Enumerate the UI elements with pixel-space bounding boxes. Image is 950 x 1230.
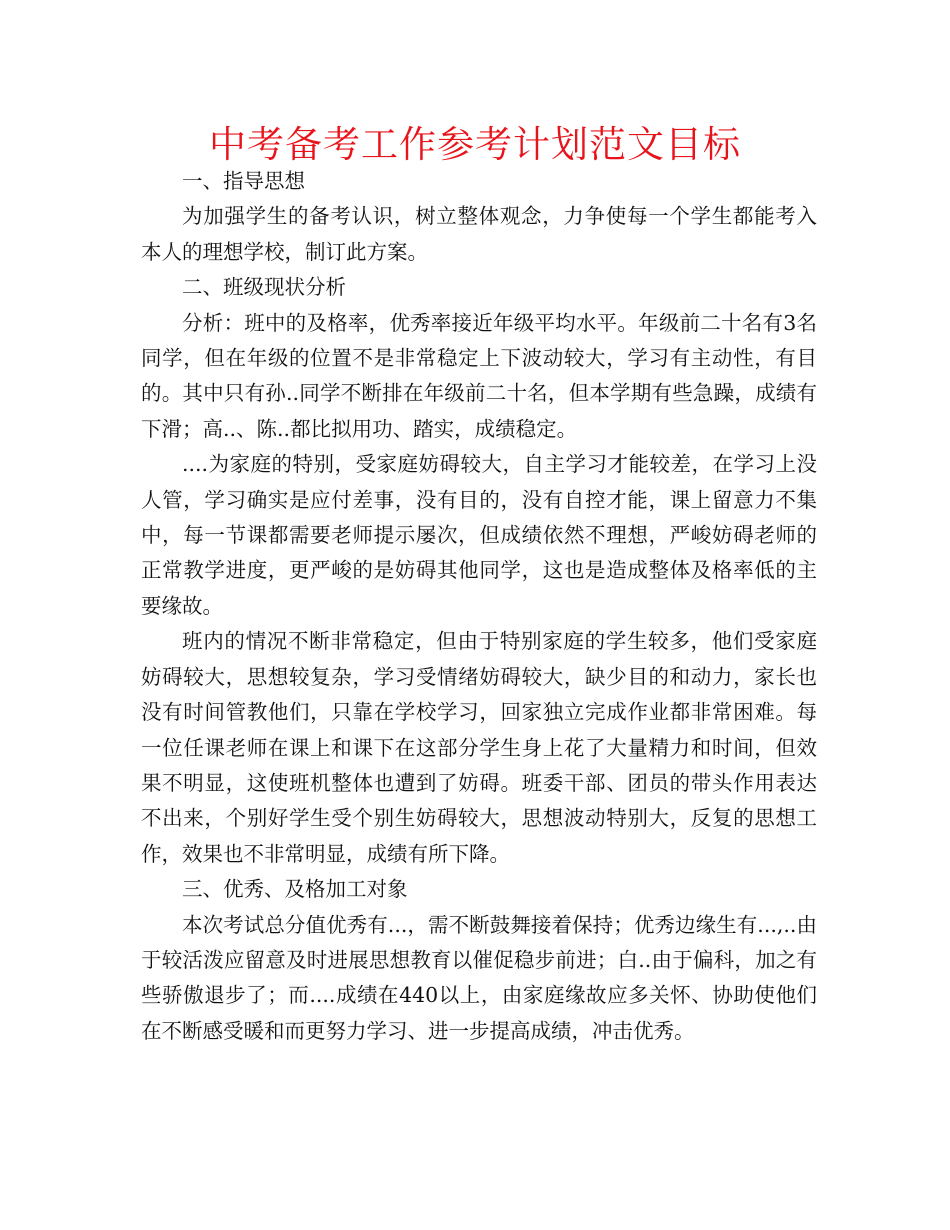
section-heading: 二、班级现状分析 — [182, 275, 346, 300]
paragraph: 分析：班中的及格率，优秀率接近年级平均水平。年级前二十名有3名同学，但在年级的位置不是非常稳定上下波动较大，学习有主动性，有目的。其中只有孙..同学不断排在年级前二十名，但本学期有些急躁，成绩有下滑；高..、陈..都比拟用功、踏实，成绩稳定。 — [141, 310, 817, 441]
section-heading: 一、指导思想 — [182, 169, 305, 193]
section-heading: 三、优秀、及格加工对象 — [182, 877, 408, 902]
document-title: 中考备考工作参考计划范文目标 — [209, 123, 741, 166]
paragraph: 本次考试总分值优秀有...，需不断鼓舞接着保持；优秀边缘生有...,..由于较活泼应留意及时进展思想教育以催促稳步前进；白..由于偏科，加之有些骄傲退步了；而....成绩在440以上，由家庭缘故应多关怀、协助使他们在不断感受暖和而更努力学习、进一步提高成绩，冲击优秀。 — [141, 912, 817, 1043]
document-body — [141, 164, 817, 1049]
paragraph: 班内的情况不断非常稳定，但由于特别家庭的学生较多，他们受家庭妨碍较大，思想较复杂，学习受情绪妨碍较大，缺少目的和动力，家长也没有时间管教他们，只靠在学校学习，回家独立完成作业都非常困难。每一位任课老师在课上和课下在这部分学生身上花了大量精力和时间，但效果不明显，这使班机整体也遭到了妨碍。班委干部、团员的带头作用表达不出来，个别好学生受个别生妨碍较大，思想波动特别大，反复的思想工作，效果也不非常明显，成绩有所下降。 — [141, 629, 817, 866]
paragraph: ....为家庭的特别，受家庭妨碍较大，自主学习才能较差，在学习上没人管，学习确实是应付差事，没有目的，没有自控才能，课上留意力不集中，每一节课都需要老师提示屡次，但成绩依然不理想，严峻妨碍老师的正常教学进度，更严峻的是妨碍其他同学，这也是造成整体及格率低的主要缘故。 — [141, 452, 817, 618]
paragraph: 为加强学生的备考认识，树立整体观念，力争使每一个学生都能考入本人的理想学校，制订此方案。 — [141, 204, 817, 264]
